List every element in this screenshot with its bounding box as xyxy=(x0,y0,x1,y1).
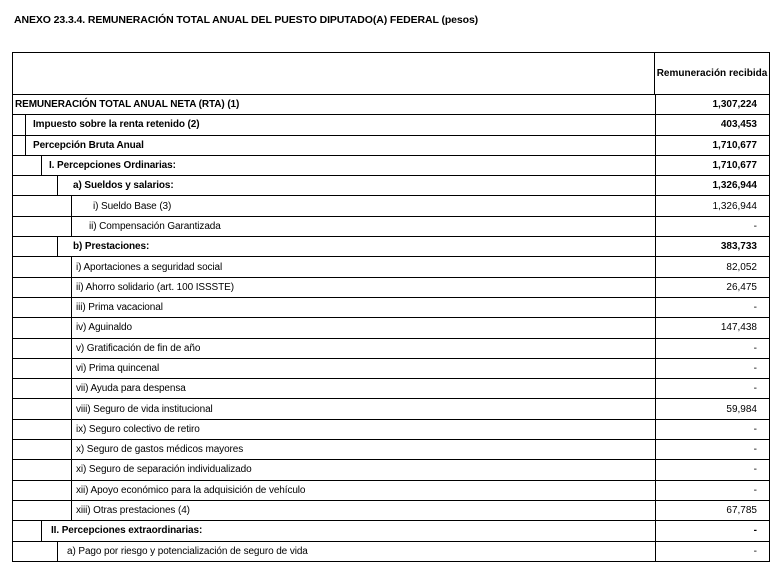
row-label: a) Sueldos y salarios: xyxy=(73,180,174,192)
row-label: Impuesto sobre la renta retenido (2) xyxy=(33,119,200,131)
row-indent-divider xyxy=(71,278,72,297)
table-row xyxy=(13,237,769,257)
table-row xyxy=(13,278,769,298)
table-row xyxy=(13,196,769,216)
table-header xyxy=(13,53,769,95)
table-row xyxy=(13,318,769,338)
table-row xyxy=(13,115,769,135)
row-label: i) Aportaciones a seguridad social xyxy=(76,261,223,273)
row-indent-divider xyxy=(71,460,72,479)
table-row xyxy=(13,156,769,176)
row-indent-divider xyxy=(71,339,72,358)
row-label: iv) Aguinaldo xyxy=(76,322,132,334)
table-row xyxy=(13,176,769,196)
row-value: 82,052 xyxy=(655,257,769,276)
row-label: vii) Ayuda para despensa xyxy=(76,383,186,395)
row-value: - xyxy=(655,420,769,439)
row-value: 383,733 xyxy=(655,237,769,256)
row-value: 26,475 xyxy=(655,278,769,297)
row-value: - xyxy=(655,481,769,500)
row-label: i) Sueldo Base (3) xyxy=(93,200,172,212)
row-indent-divider xyxy=(25,115,26,134)
page-title: ANEXO 23.3.4. REMUNERACIÓN TOTAL ANUAL DEL PUESTO DIPUTADO(A) FEDERAL (pesos) xyxy=(14,14,479,26)
row-indent-divider xyxy=(71,217,72,236)
row-value: - xyxy=(655,440,769,459)
row-label: vi) Prima quincenal xyxy=(76,363,160,374)
row-indent-divider xyxy=(71,298,72,317)
row-value: - xyxy=(655,217,769,236)
row-indent-divider xyxy=(71,501,72,520)
row-label: b) Prestaciones: xyxy=(73,241,150,253)
row-indent-divider xyxy=(57,237,58,256)
row-label: ii) Compensación Garantizada xyxy=(89,220,221,232)
row-indent-divider xyxy=(71,318,72,337)
table-row xyxy=(13,95,769,115)
row-value: - xyxy=(655,542,769,561)
row-value: 1,710,677 xyxy=(655,156,769,175)
table-row xyxy=(13,460,769,480)
table-body xyxy=(13,95,769,562)
row-value: 147,438 xyxy=(655,318,769,337)
row-label: Percepción Bruta Anual xyxy=(33,139,144,151)
table-row xyxy=(13,542,769,562)
row-label: I. Percepciones Ordinarias: xyxy=(49,160,176,172)
table-row xyxy=(13,339,769,359)
table-row xyxy=(13,399,769,419)
row-value: 1,326,944 xyxy=(655,176,769,195)
row-value: - xyxy=(655,298,769,317)
table-row xyxy=(13,420,769,440)
row-value: - xyxy=(655,359,769,378)
row-value: - xyxy=(655,339,769,358)
row-value: - xyxy=(655,379,769,398)
row-indent-divider xyxy=(71,440,72,459)
row-label: ii) Ahorro solidario (art. 100 ISSSTE) xyxy=(76,281,234,293)
row-value: - xyxy=(655,521,769,540)
row-indent-divider xyxy=(71,257,72,276)
row-label: xi) Seguro de separación individualizado xyxy=(76,464,252,476)
header-label-cell xyxy=(13,53,655,94)
row-value: 1,710,677 xyxy=(655,136,769,155)
table-row xyxy=(13,136,769,156)
row-value: 67,785 xyxy=(655,501,769,520)
row-label: v) Gratificación de fin de año xyxy=(76,342,201,354)
row-value: 1,307,224 xyxy=(655,95,769,114)
row-value: 59,984 xyxy=(655,399,769,418)
row-value: - xyxy=(655,460,769,479)
table-row xyxy=(13,521,769,541)
row-indent-divider xyxy=(71,481,72,500)
table-row xyxy=(13,501,769,521)
row-label: xiii) Otras prestaciones (4) xyxy=(76,505,190,517)
row-indent-divider xyxy=(71,196,72,215)
table-row xyxy=(13,257,769,277)
row-indent-divider xyxy=(71,420,72,439)
row-indent-divider xyxy=(57,542,58,561)
row-label: xii) Apoyo económico para la adquisición de vehículo xyxy=(76,484,306,496)
row-label: x) Seguro de gastos médicos mayores xyxy=(76,444,244,456)
column-header: Remuneración recibida xyxy=(656,68,768,79)
table-row xyxy=(13,359,769,379)
row-label: II. Percepciones extraordinarias: xyxy=(51,525,203,537)
table-row xyxy=(13,217,769,237)
row-label: ix) Seguro colectivo de retiro xyxy=(76,423,200,435)
row-label: iii) Prima vacacional xyxy=(76,302,163,314)
row-indent-divider xyxy=(41,521,42,540)
table-row xyxy=(13,481,769,501)
table-row xyxy=(13,440,769,460)
table-row xyxy=(13,379,769,399)
row-label: a) Pago por riesgo y potencialización de seguro de vida xyxy=(67,545,308,557)
row-label: viii) Seguro de vida institucional xyxy=(76,403,213,415)
row-indent-divider xyxy=(71,399,72,418)
row-indent-divider xyxy=(57,176,58,195)
row-value: 1,326,944 xyxy=(655,196,769,215)
row-value: 403,453 xyxy=(655,115,769,134)
row-indent-divider xyxy=(25,136,26,155)
row-indent-divider xyxy=(71,359,72,378)
row-indent-divider xyxy=(41,156,42,175)
table-row xyxy=(13,298,769,318)
row-indent-divider xyxy=(71,379,72,398)
row-label: REMUNERACIÓN TOTAL ANUAL NETA (RTA) (1) xyxy=(15,99,240,111)
remuneration-table xyxy=(12,52,770,562)
